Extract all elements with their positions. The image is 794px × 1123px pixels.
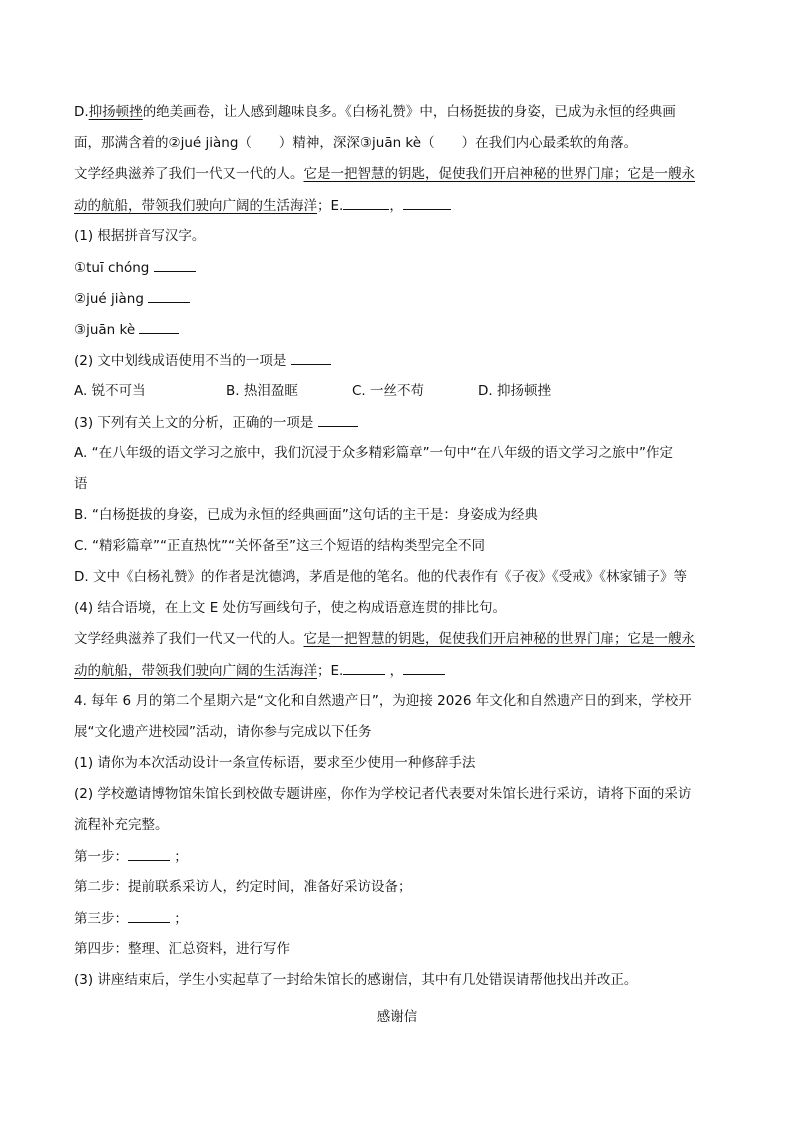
step-4: 第四步：整理、汇总资料，进行写作 bbox=[74, 941, 290, 957]
step-3: 第三步： ； bbox=[74, 908, 734, 928]
question-3-option-c[interactable]: C. “精彩篇章”“正直热忱”“关怀备至”这三个短语的结构类型完全不同 bbox=[74, 538, 485, 554]
answer-blank[interactable] bbox=[318, 412, 358, 427]
answer-blank[interactable] bbox=[343, 195, 389, 210]
answer-blank[interactable] bbox=[128, 846, 170, 861]
answer-blank[interactable] bbox=[291, 350, 331, 365]
problem-4-line-1: 4. 每年 6 月的第二个星期六是“文化和自然遗产日”，为迎接 2026 年文化和自然遗产日的到来，学校开 bbox=[74, 693, 692, 709]
answer-blank[interactable] bbox=[403, 195, 451, 210]
answer-blank[interactable] bbox=[154, 257, 196, 272]
question-1-b: ②jué jiàng bbox=[74, 288, 734, 308]
step-1: 第一步： ； bbox=[74, 846, 734, 866]
question-1-a: ①tuī chóng bbox=[74, 257, 734, 277]
answer-blank[interactable] bbox=[403, 660, 445, 675]
question-3-option-b[interactable]: B. “白杨挺拔的身姿，已成为永恒的经典画面”这句话的主干是：身姿成为经典 bbox=[74, 507, 538, 523]
letter-title: 感谢信 bbox=[376, 1009, 418, 1025]
question-4: (4) 结合语境，在上文 E 处仿写画线句子，使之构成语意连贯的排比句。 bbox=[74, 600, 507, 616]
option-a[interactable]: A. 锐不可当 bbox=[74, 383, 146, 399]
passage-line-3: 文学经典滋养了我们一代又一代的人。它是一把智慧的钥匙，促使我们开启神秘的世界门扉；它是一艘永 bbox=[74, 166, 695, 182]
option-b[interactable]: B. 热泪盈眶 bbox=[226, 383, 298, 399]
question-2: (2) 文中划线成语使用不当的一项是 bbox=[74, 350, 734, 370]
repeat-passage-line-2: 动的航船，带领我们驶向广阔的生活海洋；E. ， bbox=[74, 660, 734, 680]
question-3-option-d[interactable]: D. 文中《白杨礼赞》的作者是沈德鸿，茅盾是他的笔名。他的代表作有《子夜》《受戒》《林家铺子》等 bbox=[74, 569, 687, 585]
repeat-passage-line-1: 文学经典滋养了我们一代又一代的人。它是一把智慧的钥匙，促使我们开启神秘的世界门扉；它是一艘永 bbox=[74, 631, 695, 647]
passage-line-1: D.抑扬顿挫的绝美画卷，让人感到趣味良多。《白杨礼赞》中，白杨挺拔的身姿，已成为永恒的经典画 bbox=[74, 104, 676, 120]
underlined-sentence: 它是一把智慧的钥匙，促使我们开启神秘的世界门扉；它是一艘永 bbox=[303, 166, 695, 182]
answer-blank[interactable] bbox=[139, 319, 179, 334]
problem-4-line-2: 展“文化遗产进校园”活动，请你参与完成以下任务 bbox=[74, 724, 372, 740]
question-1-c: ③juān kè bbox=[74, 319, 734, 339]
problem-4-question-1: (1) 请你为本次活动设计一条宣传标语，要求至少使用一种修辞手法 bbox=[74, 755, 476, 771]
problem-4-question-3: (3) 讲座结束后，学生小实起草了一封给朱馆长的感谢信，其中有几处错误请帮他找出并改正。 bbox=[74, 972, 638, 988]
step-2: 第二步：提前联系采访人，约定时间，准备好采访设备； bbox=[74, 879, 412, 895]
question-3-option-a[interactable]: A. “在八年级的语文学习之旅中，我们沉浸于众多精彩篇章”一句中“在八年级的语文学习之旅中”作定 bbox=[74, 445, 674, 461]
answer-blank[interactable] bbox=[148, 288, 190, 303]
underlined-sentence: 动的航船，带领我们驶向广阔的生活海洋 bbox=[74, 198, 317, 214]
question-1: (1) 根据拼音写汉字。 bbox=[74, 228, 206, 244]
option-d[interactable]: D. 抑扬顿挫 bbox=[478, 383, 551, 399]
question-2-options bbox=[74, 381, 734, 401]
passage-line-4: 动的航船，带领我们驶向广阔的生活海洋；E. ， bbox=[74, 195, 734, 215]
question-3-option-a-cont: 语 bbox=[74, 476, 88, 492]
problem-4-question-2: (2) 学校邀请博物馆朱馆长到校做专题讲座，你作为学校记者代表要对朱馆长进行采访，请将下面的采访 bbox=[74, 786, 692, 802]
problem-4-question-2-cont: 流程补充完整。 bbox=[74, 817, 169, 833]
question-3: (3) 下列有关上文的分析，正确的一项是 bbox=[74, 412, 734, 432]
underlined-sentence: 动的航船，带领我们驶向广阔的生活海洋 bbox=[74, 663, 317, 679]
option-c[interactable]: C. 一丝不苟 bbox=[352, 383, 425, 399]
answer-blank[interactable] bbox=[128, 908, 170, 923]
underlined-idiom: 抑扬顿挫 bbox=[88, 104, 143, 120]
underlined-sentence: 它是一把智慧的钥匙，促使我们开启神秘的世界门扉；它是一艘永 bbox=[303, 631, 695, 647]
passage-line-2: 面，那满含着的②jué jiàng（ ）精神，深深③juān kè（ ）在我们内心最柔软的角落。 bbox=[74, 135, 638, 151]
answer-blank[interactable] bbox=[343, 660, 385, 675]
